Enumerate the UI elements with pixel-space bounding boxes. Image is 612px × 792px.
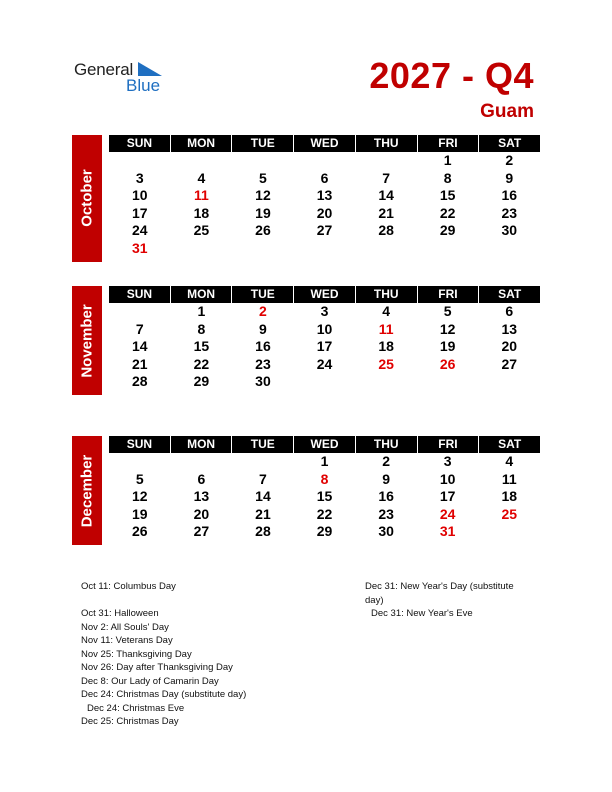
month-grid bbox=[109, 436, 540, 541]
day-cell: 6 bbox=[505, 303, 514, 319]
day-cell: 22 bbox=[439, 204, 456, 221]
weekday-tue: TUE bbox=[232, 135, 294, 152]
empty-day-cell bbox=[232, 240, 294, 258]
weekday-mon: MON bbox=[171, 135, 233, 152]
day-cell: 9 bbox=[382, 470, 390, 487]
week-row bbox=[109, 303, 540, 321]
day-cell: 16 bbox=[378, 488, 394, 505]
empty-day-cell bbox=[232, 453, 294, 471]
day-cell: 25 bbox=[193, 222, 210, 239]
week-row bbox=[109, 222, 540, 240]
day-cell: 11 bbox=[378, 320, 394, 337]
holiday-list-left bbox=[81, 580, 246, 729]
weekday-fri: FRI bbox=[418, 286, 480, 303]
holiday-note bbox=[81, 594, 246, 608]
empty-day-cell bbox=[355, 373, 417, 391]
day-cell: 29 bbox=[439, 222, 456, 239]
weekday-header bbox=[109, 436, 540, 453]
week-row bbox=[109, 338, 540, 356]
weekday-header bbox=[109, 135, 540, 152]
weekday-sun: SUN bbox=[109, 135, 171, 152]
day-cell: 28 bbox=[378, 222, 394, 239]
brand-name-general: General bbox=[74, 60, 134, 79]
empty-day-cell bbox=[417, 373, 479, 391]
day-cell: 2 bbox=[382, 453, 390, 469]
day-cell: 6 bbox=[320, 169, 329, 186]
day-cell: 11 bbox=[193, 187, 209, 204]
day-cell: 3 bbox=[320, 303, 329, 319]
month-name-tab bbox=[72, 286, 102, 395]
month-name-tab bbox=[72, 436, 102, 545]
week-row bbox=[109, 321, 540, 339]
day-cell: 17 bbox=[316, 338, 333, 355]
day-cell: 7 bbox=[382, 169, 390, 186]
day-cell: 24 bbox=[439, 505, 456, 522]
empty-day-cell bbox=[109, 453, 171, 471]
weekday-thu: THU bbox=[356, 436, 418, 453]
holiday-note: Dec 24: Christmas Eve bbox=[87, 702, 185, 714]
day-cell: 13 bbox=[501, 320, 518, 337]
month-name-label: October bbox=[78, 169, 96, 228]
page-title: 2027 - Q4 bbox=[369, 55, 534, 96]
day-cell: 1 bbox=[197, 303, 206, 319]
holiday-note: Nov 26: Day after Thanksgiving Day bbox=[81, 662, 233, 673]
week-row bbox=[109, 523, 540, 541]
brand-name-blue: Blue bbox=[126, 76, 161, 95]
day-cell: 30 bbox=[378, 523, 394, 540]
weekday-wed: WED bbox=[294, 286, 356, 303]
day-cell: 29 bbox=[316, 523, 333, 540]
holiday-note: Oct 11: Columbus Day bbox=[81, 581, 176, 592]
month-october bbox=[72, 135, 540, 262]
day-cell: 21 bbox=[132, 355, 148, 372]
day-cell: 19 bbox=[132, 505, 148, 522]
week-row bbox=[109, 373, 540, 391]
day-cell: 17 bbox=[132, 204, 148, 221]
holiday-note: Nov 25: Thanksgiving Day bbox=[81, 648, 192, 660]
day-cell: 8 bbox=[320, 470, 329, 487]
day-cell: 4 bbox=[382, 303, 390, 319]
holiday-note: Nov 2: All Souls' Day bbox=[81, 621, 169, 633]
week-row bbox=[109, 152, 540, 170]
weekday-header bbox=[109, 286, 540, 303]
day-cell: 27 bbox=[501, 355, 518, 372]
day-cell: 23 bbox=[255, 355, 271, 372]
weekday-mon: MON bbox=[171, 286, 233, 303]
day-cell: 1 bbox=[320, 453, 329, 469]
day-cell: 6 bbox=[197, 470, 206, 487]
month-december bbox=[72, 436, 540, 545]
weekday-tue: TUE bbox=[232, 436, 294, 453]
weekday-fri: FRI bbox=[418, 436, 480, 453]
day-cell: 23 bbox=[501, 204, 518, 221]
week-row bbox=[109, 356, 540, 374]
empty-day-cell bbox=[355, 240, 417, 258]
holiday-note: Dec 24: Christmas Day (substitute day) bbox=[81, 689, 247, 700]
empty-day-cell bbox=[355, 152, 417, 170]
week-row bbox=[109, 205, 540, 223]
holiday-note: Nov 11: Veterans Day bbox=[81, 635, 173, 646]
empty-day-cell bbox=[171, 453, 233, 471]
weekday-thu: THU bbox=[356, 135, 418, 152]
day-cell: 26 bbox=[255, 222, 271, 239]
day-cell: 5 bbox=[443, 303, 452, 319]
day-cell: 12 bbox=[255, 187, 271, 204]
weekday-fri: FRI bbox=[418, 135, 480, 152]
week-row bbox=[109, 187, 540, 205]
day-cell: 9 bbox=[259, 320, 267, 337]
day-cell: 21 bbox=[378, 204, 394, 221]
weekday-mon: MON bbox=[171, 436, 233, 453]
day-cell: 14 bbox=[132, 338, 148, 355]
week-row bbox=[109, 506, 540, 524]
holiday-note: Dec 25: Christmas Day bbox=[81, 716, 179, 727]
day-cell: 19 bbox=[439, 338, 456, 355]
day-cell: 20 bbox=[501, 338, 518, 355]
day-cell: 15 bbox=[193, 338, 210, 355]
day-cell: 29 bbox=[193, 373, 210, 390]
month-name-tab bbox=[72, 135, 102, 262]
holiday-note: Dec 8: Our Lady of Camarin Day bbox=[81, 675, 219, 687]
day-cell: 24 bbox=[316, 355, 333, 372]
day-cell: 28 bbox=[255, 523, 271, 540]
day-cell: 3 bbox=[443, 453, 452, 469]
day-cell: 9 bbox=[505, 169, 514, 186]
holiday-list-right bbox=[365, 580, 514, 621]
empty-day-cell bbox=[109, 152, 171, 170]
empty-day-cell bbox=[294, 373, 356, 391]
empty-day-cell bbox=[171, 152, 233, 170]
day-cell: 12 bbox=[439, 320, 456, 337]
weekday-sat: SAT bbox=[498, 287, 522, 301]
day-cell: 31 bbox=[439, 523, 456, 540]
empty-day-cell bbox=[478, 373, 540, 391]
day-cell: 20 bbox=[193, 505, 210, 522]
day-cell: 16 bbox=[501, 187, 518, 204]
week-row bbox=[109, 488, 540, 506]
week-row bbox=[109, 170, 540, 188]
day-cell: 16 bbox=[255, 338, 271, 355]
week-row bbox=[109, 240, 540, 258]
holiday-note: Dec 31: New Year's Eve bbox=[371, 608, 473, 619]
week-row bbox=[109, 471, 540, 489]
weekday-sat: SAT bbox=[498, 437, 522, 451]
region-label: Guam bbox=[480, 101, 534, 122]
day-cell: 27 bbox=[316, 222, 333, 239]
day-cell: 5 bbox=[135, 470, 144, 487]
weekday-tue: TUE bbox=[232, 286, 294, 303]
day-cell: 30 bbox=[501, 222, 518, 239]
day-cell: 22 bbox=[193, 355, 210, 372]
holiday-note: day) bbox=[365, 594, 384, 606]
day-cell: 14 bbox=[255, 488, 271, 505]
day-cell: 7 bbox=[135, 320, 144, 337]
day-cell: 24 bbox=[132, 222, 148, 239]
day-cell: 18 bbox=[193, 204, 210, 221]
day-cell: 23 bbox=[378, 505, 394, 522]
empty-day-cell bbox=[417, 240, 479, 258]
empty-day-cell bbox=[109, 303, 171, 321]
day-cell: 1 bbox=[443, 152, 452, 168]
day-cell: 18 bbox=[378, 338, 394, 355]
brand-logo bbox=[74, 60, 174, 96]
day-cell: 15 bbox=[439, 187, 456, 204]
day-cell: 26 bbox=[132, 523, 148, 540]
day-cell: 10 bbox=[316, 320, 333, 337]
day-cell: 4 bbox=[197, 169, 206, 186]
month-name-label: December bbox=[78, 454, 96, 527]
day-cell: 13 bbox=[193, 488, 210, 505]
empty-day-cell bbox=[171, 240, 233, 258]
weekday-sat: SAT bbox=[498, 136, 522, 150]
day-cell: 5 bbox=[259, 169, 267, 186]
day-cell: 28 bbox=[132, 373, 148, 390]
day-cell: 19 bbox=[255, 204, 271, 221]
day-cell: 26 bbox=[439, 355, 456, 372]
day-cell: 14 bbox=[378, 187, 394, 204]
weekday-sun: SUN bbox=[109, 286, 171, 303]
day-cell: 7 bbox=[259, 470, 267, 487]
day-cell: 2 bbox=[259, 303, 267, 319]
empty-day-cell bbox=[478, 240, 540, 258]
month-name-label: November bbox=[78, 303, 96, 378]
day-cell: 4 bbox=[505, 453, 514, 469]
day-cell: 25 bbox=[501, 505, 518, 522]
day-cell: 13 bbox=[316, 187, 333, 204]
day-cell: 30 bbox=[255, 373, 271, 390]
day-cell: 27 bbox=[193, 523, 210, 540]
week-row bbox=[109, 453, 540, 471]
day-cell: 25 bbox=[378, 355, 394, 372]
weekday-sun: SUN bbox=[109, 436, 171, 453]
day-cell: 8 bbox=[197, 320, 206, 337]
weekday-thu: THU bbox=[356, 286, 418, 303]
day-cell: 22 bbox=[316, 505, 333, 522]
empty-day-cell bbox=[294, 152, 356, 170]
month-grid bbox=[109, 135, 540, 258]
day-cell: 31 bbox=[132, 239, 148, 256]
empty-day-cell bbox=[232, 152, 294, 170]
day-cell: 2 bbox=[505, 152, 514, 168]
day-cell: 3 bbox=[135, 169, 144, 186]
day-cell: 11 bbox=[501, 470, 517, 487]
holiday-note: Oct 31: Halloween bbox=[81, 608, 159, 619]
empty-day-cell bbox=[478, 523, 540, 541]
day-cell: 17 bbox=[439, 488, 456, 505]
day-cell: 10 bbox=[439, 470, 456, 487]
holiday-note: Dec 31: New Year's Day (substitute bbox=[365, 581, 514, 592]
day-cell: 18 bbox=[501, 488, 518, 505]
day-cell: 12 bbox=[132, 488, 148, 505]
weekday-wed: WED bbox=[294, 436, 356, 453]
empty-day-cell bbox=[294, 240, 356, 258]
day-cell: 21 bbox=[255, 505, 271, 522]
day-cell: 8 bbox=[443, 169, 452, 186]
weekday-wed: WED bbox=[294, 135, 356, 152]
month-grid bbox=[109, 286, 540, 391]
day-cell: 20 bbox=[316, 204, 333, 221]
day-cell: 15 bbox=[316, 488, 333, 505]
month-november bbox=[72, 286, 540, 395]
day-cell: 10 bbox=[132, 187, 148, 204]
